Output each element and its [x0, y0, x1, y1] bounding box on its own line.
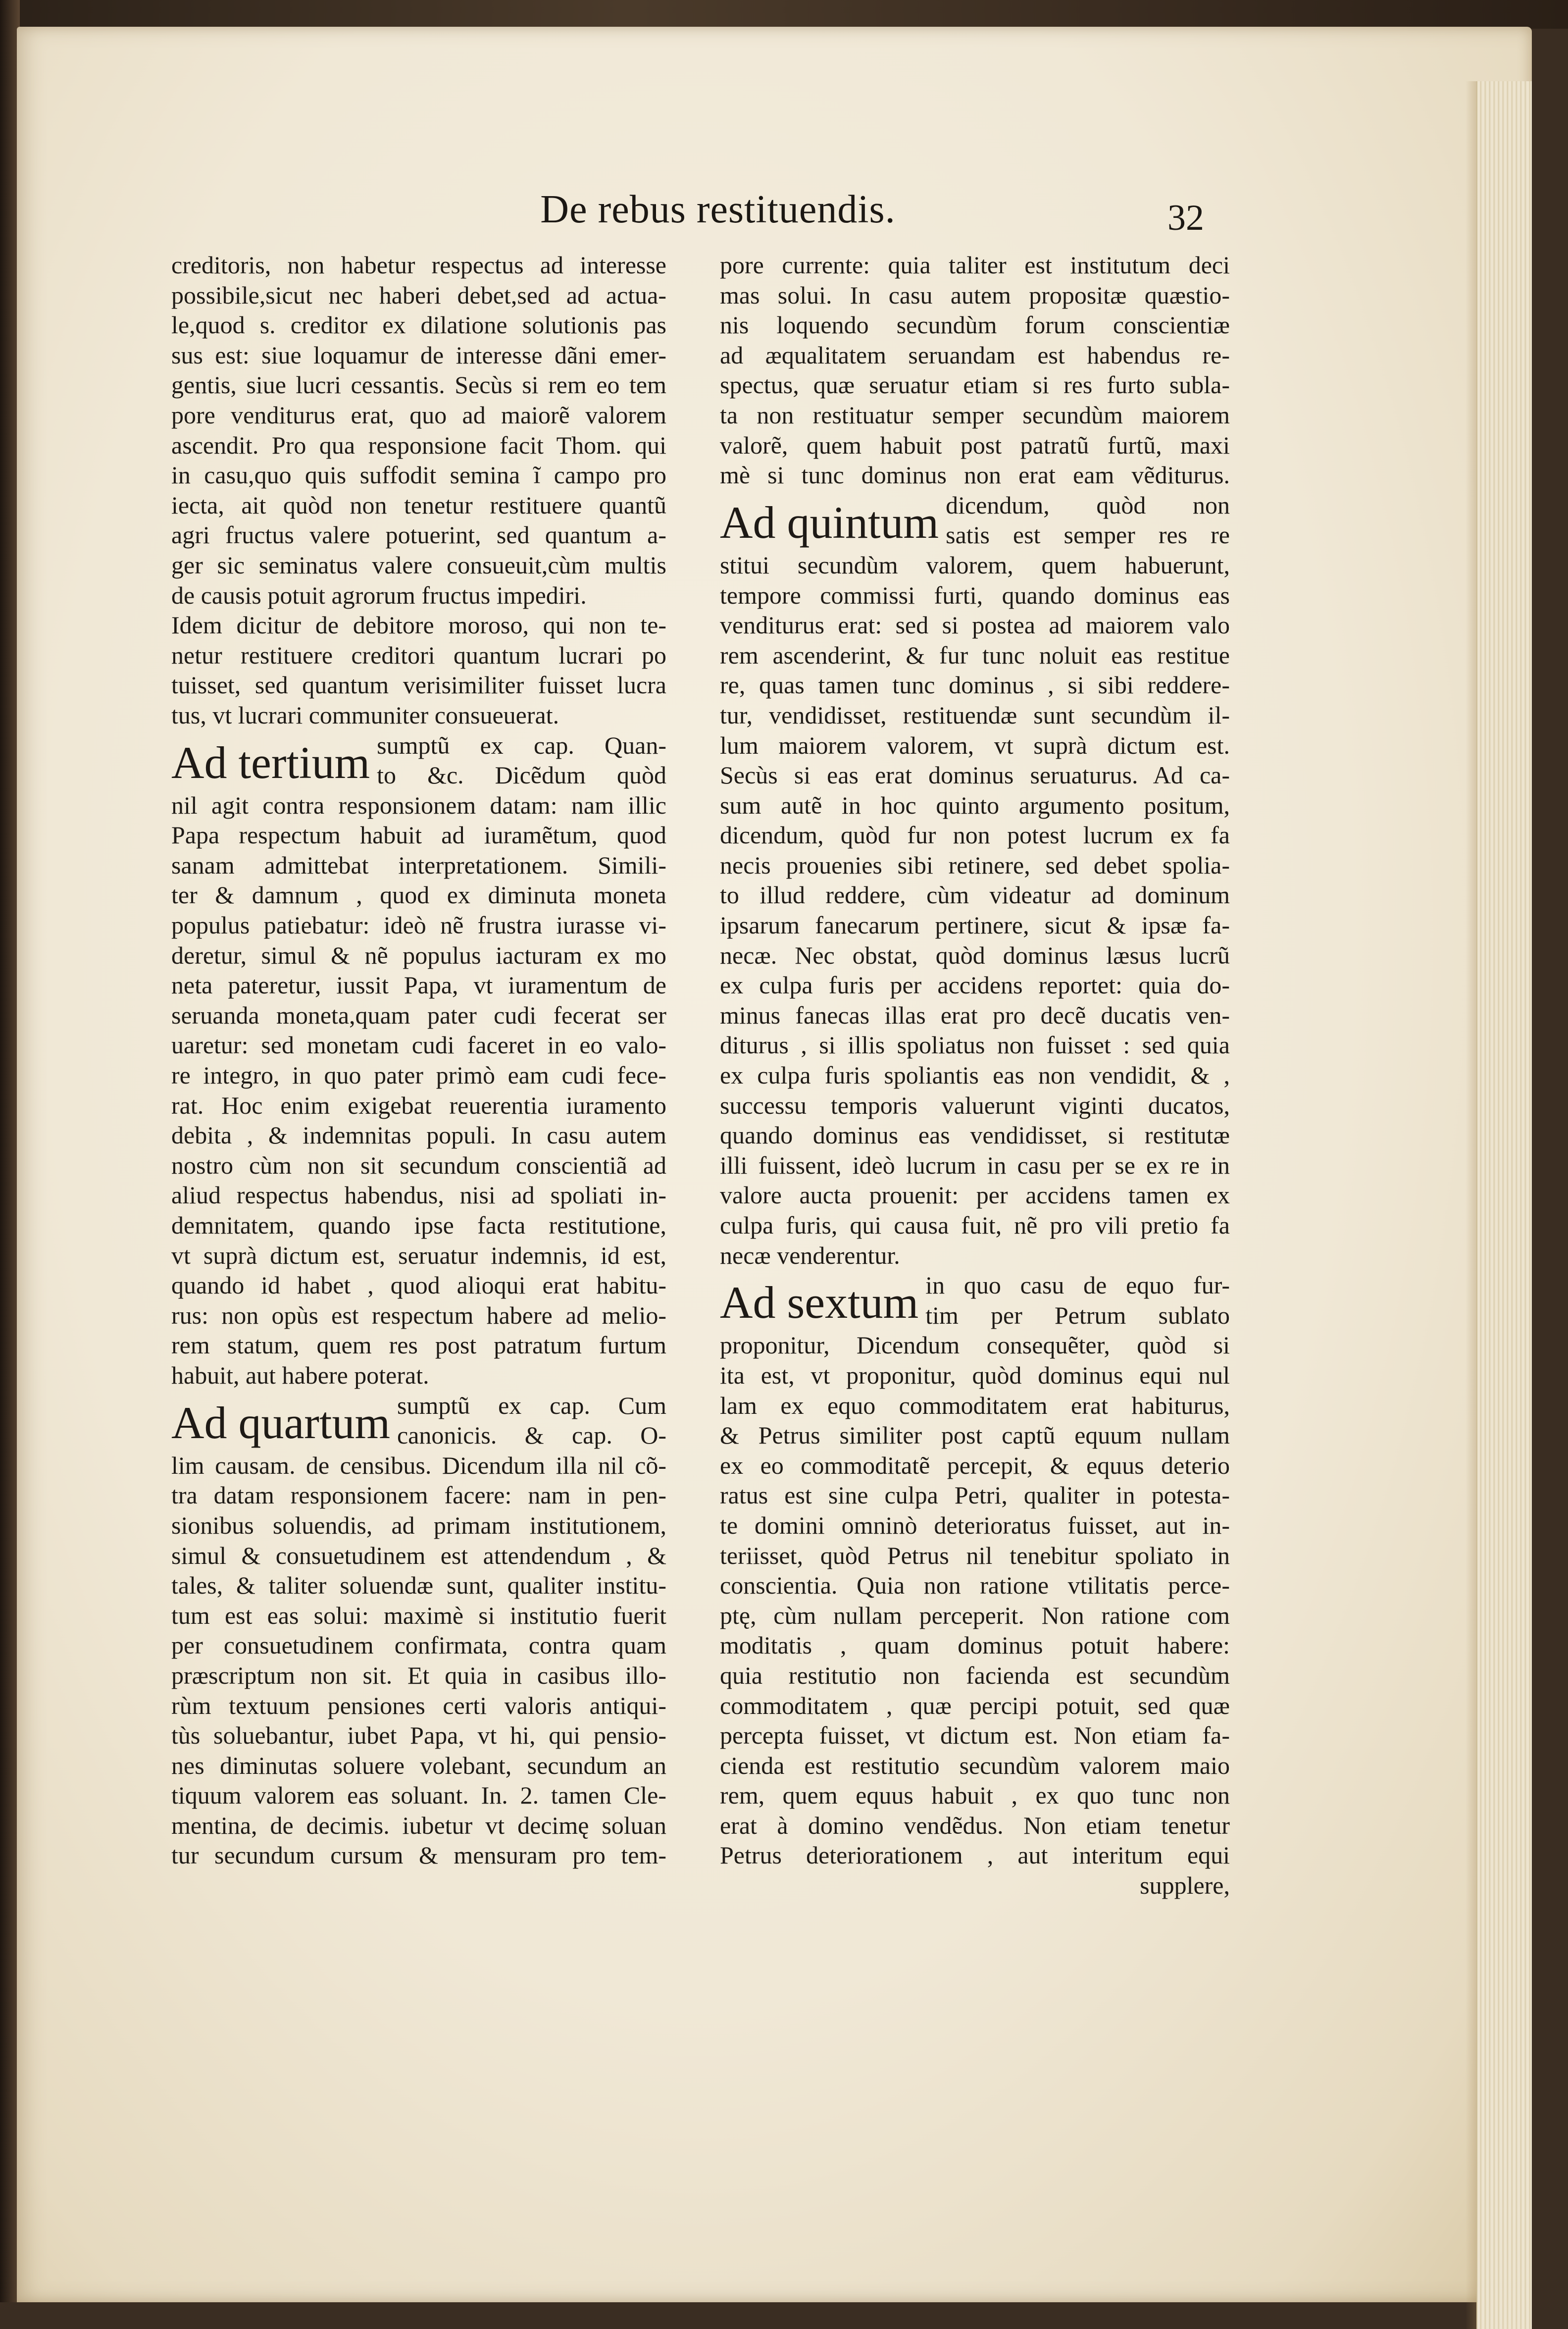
section-heading-title: Ad sextum: [720, 1277, 919, 1328]
text-line: lim causam. de censibus. Dicendum illa nil cõ-: [171, 1451, 666, 1479]
text-line: demnitatem, quando ipse facta restitutione,: [171, 1211, 666, 1239]
text-line: tim per Petrum sublato: [925, 1301, 1230, 1329]
section-heading-ad-tertium: [171, 730, 666, 790]
text-line: to &c. Dicẽdum quòd: [377, 761, 666, 789]
right-column: [720, 250, 1230, 1901]
text-line: sionibus soluendis, ad primam institutionem,: [171, 1511, 666, 1539]
text-line: rem statum, quem res post patratum furtum: [171, 1331, 666, 1359]
text-line: spectus, quæ seruatur etiam si res furto subla-: [720, 371, 1230, 399]
text-line: rem, quem equus habuit , ex quo tunc non: [720, 1781, 1230, 1810]
text-line: nis loquendo secundùm forum conscientiæ: [720, 311, 1230, 339]
text-line: agri fructus valere potuerint, sed quantum a-: [171, 521, 666, 549]
text-line: successu temporis valuerunt viginti ducatos,: [720, 1091, 1230, 1119]
text-line: quia restitutio non facienda est secundùm: [720, 1661, 1230, 1689]
text-line: tum est eas solui: maximè si institutio fuerit: [171, 1601, 666, 1629]
text-line: debita , & indemnitas populi. In casu autem: [171, 1121, 666, 1149]
text-line: mentina, de decimis. iubetur vt decimę soluan: [171, 1811, 666, 1839]
section-heading-title: Ad tertium: [171, 737, 370, 788]
text-line: proponitur, Dicendum consequẽter, quòd si: [720, 1331, 1230, 1359]
text-line: in quo casu de equo fur-: [925, 1271, 1230, 1299]
text-line: moditatis , quam dominus potuit habere:: [720, 1631, 1230, 1659]
text-line: necæ venderentur.: [720, 1241, 900, 1269]
text-line: ratus est sine culpa Petri, qualiter in potesta-: [720, 1481, 1230, 1509]
page-fore-edge: [1476, 81, 1532, 2329]
text-line: lum maiorem valorem, vt suprà dictum est.: [720, 731, 1230, 759]
text-line: simul & consuetudinem est attendendum , &: [171, 1541, 666, 1569]
text-line: neta pateretur, iussit Papa, vt iuramentum de: [171, 971, 666, 999]
text-line: de causis potuit agrorum fructus impediri.: [171, 581, 587, 609]
running-title: De rebus restituendis.: [540, 188, 896, 231]
section-heading-title: Ad quintum: [720, 497, 939, 548]
text-line: Petrus deteriorationem , aut interitum equi: [720, 1841, 1230, 1869]
text-line: populus patiebatur: ideò nẽ frustra iurasse vi-: [171, 911, 666, 939]
text-line: le,quod s. creditor ex dilatione solutionis pas: [171, 311, 666, 339]
text-line: iecta, ait quòd non tenetur restituere quantũ: [171, 491, 666, 519]
text-line: sumptũ ex cap. Cum: [397, 1391, 666, 1419]
catchword: supplere,: [1140, 1871, 1230, 1900]
text-line: tus, vt lucrari communiter consueuerat.: [171, 701, 559, 729]
scan-background-top: [0, 0, 1568, 29]
text-line: ex culpa furis spoliantis eas non vendidit, & ,: [720, 1061, 1230, 1089]
text-line: deretur, simul & nẽ populus iacturam ex mo: [171, 941, 666, 969]
text-line: canonicis. & cap. O-: [397, 1421, 666, 1449]
text-line: possibile,sicut nec haberi debet,sed ad actua-: [171, 281, 666, 309]
text-line: Idem dicitur de debitore moroso, qui non te-: [171, 611, 666, 639]
text-line: ta non restituatur semper secundùm maiorem: [720, 401, 1230, 429]
text-line: rus: non opùs est respectum habere ad melio-: [171, 1301, 666, 1329]
text-line: tuisset, sed quantum verisimiliter fuisset lucra: [171, 671, 666, 699]
text-line: to illud reddere, cùm videatur ad dominum: [720, 881, 1230, 909]
text-line: ger sic seminatus valere consueuit,cùm multis: [171, 551, 666, 579]
text-line: ter & damnum , quod ex diminuta moneta: [171, 881, 666, 909]
text-line: tur, vendidisset, restituendæ sunt secundùm il-: [720, 701, 1230, 729]
text-line: seruanda moneta,quam pater cudi fecerat ser: [171, 1001, 666, 1029]
text-line: tales, & taliter soluendæ sunt, qualiter institu-: [171, 1571, 666, 1600]
text-line: ex culpa furis per accidens reportet: quia do-: [720, 971, 1230, 999]
text-line: quando id habet , quod alioqui erat habitu-: [171, 1271, 666, 1299]
section-heading-ad-quartum: [171, 1391, 666, 1450]
text-line: valorẽ, quem habuit post patratũ furtũ, maxi: [720, 431, 1230, 459]
text-line: habuit, aut habere poterat.: [171, 1361, 429, 1389]
text-line: valore aucta prouenit: per accidens tamen ex: [720, 1181, 1230, 1209]
text-line: præscriptum non sit. Et quia in casibus illo-: [171, 1661, 666, 1689]
text-line: rat. Hoc enim exigebat reuerentia iuramento: [171, 1091, 666, 1119]
text-line: aliud respectus habendus, nisi ad spoliati in-: [171, 1181, 666, 1209]
text-line: netur restituere creditori quantum lucrari po: [171, 641, 666, 669]
text-line: quando dominus eas vendidisset, si restitutæ: [720, 1121, 1230, 1149]
text-line: tùs soluebantur, iubet Papa, vt hi, qui pensio-: [171, 1721, 666, 1750]
text-line: necis prouenies sibi retinere, sed debet spolia-: [720, 851, 1230, 879]
text-line: cienda est restitutio secundùm valorem maio: [720, 1751, 1230, 1779]
section-heading-title: Ad quartum: [171, 1397, 391, 1448]
text-line: diturus , si illis spoliatus non fuisset : sed quia: [720, 1031, 1230, 1059]
section-heading-ad-quintum: [720, 490, 1230, 550]
text-line: tiquum valorem eas soluant. In. 2. tamen Cle-: [171, 1781, 666, 1810]
text-line: culpa furis, qui causa fuit, nẽ pro vili pretio fa: [720, 1211, 1230, 1239]
text-line: minus fanecas illas erat pro decẽ ducatis ven-: [720, 1001, 1230, 1029]
text-line: ita est, vt proponitur, quòd dominus equi nul: [720, 1361, 1230, 1389]
text-line: tra datam responsionem facere: nam in pen-: [171, 1481, 666, 1509]
text-line: teriisset, quòd Petrus nil tenebitur spoliato in: [720, 1541, 1230, 1569]
text-line: mè si tunc dominus non erat eam vẽditurus.: [720, 461, 1230, 489]
right-paragraph-3: [720, 1330, 1230, 1900]
text-line: venditurus erat: sed si postea ad maiorem valo: [720, 611, 1230, 639]
text-line: pore currente: quia taliter est institutum deci: [720, 251, 1230, 279]
section-heading-runin: [925, 1270, 1230, 1330]
right-paragraph-2: [720, 550, 1230, 1270]
text-line: conscientia. Quia non ratione vtilitatis perce-: [720, 1571, 1230, 1600]
text-line: & Petrus similiter post captũ equum nullam: [720, 1421, 1230, 1449]
text-line: Secùs si eas erat dominus seruaturus. Ad ca-: [720, 761, 1230, 789]
text-line: nostro cùm non sit secundum conscientiã ad: [171, 1151, 666, 1179]
text-line: commoditatem , quæ percipi potuit, sed quæ: [720, 1691, 1230, 1719]
text-line: sum autẽ in hoc quinto argumento positum,: [720, 791, 1230, 819]
text-line: illi fuissent, ideò lucrum in casu per se ex re in: [720, 1151, 1230, 1179]
text-line: tur secundum cursum & mensuram pro tem-: [171, 1841, 666, 1869]
text-line: dicendum, quòd non: [946, 491, 1230, 519]
text-line: ascendit. Pro qua responsione facit Thom. qui: [171, 431, 666, 459]
text-line: dicendum, quòd fur non potest lucrum ex fa: [720, 821, 1230, 849]
text-line: te domini omninò deterioratus fuisset, aut in-: [720, 1511, 1230, 1539]
text-line: ptę, cùm nullam perceperit. Non ratione com: [720, 1601, 1230, 1629]
left-column: [171, 250, 666, 1870]
text-line: rùm textuum pensiones certi valoris antiqui-: [171, 1691, 666, 1719]
text-line: nil agit contra responsionem datam: nam illic: [171, 791, 666, 819]
section-heading-runin: [377, 730, 666, 790]
text-line: in casu,quo quis suffodit semina ĩ campo pro: [171, 461, 666, 489]
section-heading-runin: [397, 1391, 666, 1450]
text-line: per consuetudinem confirmata, contra quam: [171, 1631, 666, 1659]
section-heading-ad-sextum: [720, 1270, 1230, 1330]
right-paragraph-1: [720, 250, 1230, 490]
text-line: sus est: siue loquamur de interesse dãni emer-: [171, 341, 666, 369]
text-line: ipsarum fanecarum pertinere, sicut & ipsæ fa-: [720, 911, 1230, 939]
text-line: satis est semper res re: [946, 521, 1230, 549]
text-line: ex eo commoditatẽ percepit, & equus deterio: [720, 1451, 1230, 1479]
text-line: rem ascenderint, & fur tunc noluit eas restitue: [720, 641, 1230, 669]
left-paragraph-3: [171, 1450, 666, 1870]
left-paragraph-1: [171, 250, 666, 730]
text-line: sumptũ ex cap. Quan-: [377, 731, 666, 759]
text-line: re, quas tamen tunc dominus , si sibi reddere-: [720, 671, 1230, 699]
text-line: gentis, siue lucri cessantis. Secùs si rem eo tem: [171, 371, 666, 399]
folio-number: 32: [1167, 198, 1204, 238]
text-line: sanam admittebat interpretationem. Simili-: [171, 851, 666, 879]
text-line: pore venditurus erat, quo ad maiorẽ valorem: [171, 401, 666, 429]
text-line: re integro, in quo pater primò eam cudi fece-: [171, 1061, 666, 1089]
text-line: ad æqualitatem seruandam est habendus re-: [720, 341, 1230, 369]
text-line: stitui secundùm valorem, quem habuerunt,: [720, 551, 1230, 579]
text-line: erat à domino vendẽdus. Non etiam tenetur: [720, 1811, 1230, 1839]
text-line: vt suprà dictum est, seruatur indemnis, id est,: [171, 1241, 666, 1269]
text-line: percepta fuisset, vt dictum est. Non etiam fa-: [720, 1721, 1230, 1750]
section-heading-runin: [946, 490, 1230, 550]
text-line: uaretur: sed monetam cudi faceret in eo valo-: [171, 1031, 666, 1059]
text-line: lam ex equo commoditatem erat habiturus,: [720, 1391, 1230, 1419]
text-line: mas solui. In casu autem propositæ quæstio-: [720, 281, 1230, 309]
text-line: nes diminutas soluere volebant, secundum an: [171, 1751, 666, 1779]
text-line: necæ. Nec obstat, quòd dominus læsus lucrũ: [720, 941, 1230, 969]
left-paragraph-2: [171, 790, 666, 1391]
text-line: tempore commissi furti, quando dominus eas: [720, 581, 1230, 609]
text-line: creditoris, non habetur respectus ad interesse: [171, 251, 666, 279]
text-line: Papa respectum habuit ad iuramẽtum, quod: [171, 821, 666, 849]
